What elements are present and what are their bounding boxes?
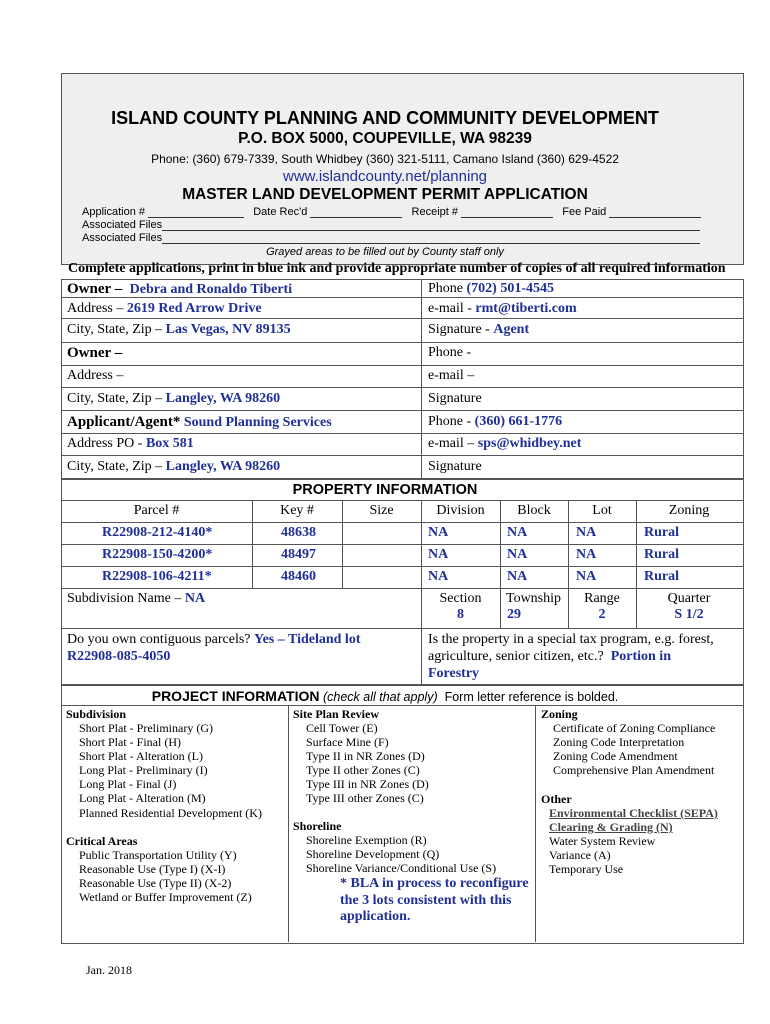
owner1-email-row: e-mail - rmt@tiberti.com — [428, 301, 577, 316]
zoning-list — [553, 721, 715, 777]
checkbox-option[interactable]: Short Plat - Final (H) — [79, 735, 181, 750]
col-division: Division — [436, 503, 485, 518]
owner1-signature-row: Signature - Agent — [428, 322, 530, 337]
checkbox-option[interactable]: Type III in NR Zones (D) — [306, 777, 429, 792]
form-title: MASTER LAND DEVELOPMENT PERMIT APPLICATION — [182, 186, 588, 203]
col-parcel: Parcel # — [133, 503, 180, 518]
owner1-email[interactable]: rmt@tiberti.com — [475, 301, 577, 316]
owner2-city[interactable]: Langley, WA 98260 — [165, 391, 281, 406]
key-number[interactable]: 48497 — [281, 547, 316, 562]
applicant-phone-row: Phone - (360) 661-1776 — [428, 414, 563, 429]
shoreline-list — [306, 833, 496, 875]
checkbox-option[interactable]: Long Plat - Preliminary (I) — [79, 763, 208, 778]
date-received-field[interactable] — [310, 217, 402, 218]
subdivision-name-row: Subdivision Name – NA — [67, 591, 206, 606]
applicant-phone[interactable]: (360) 661-1776 — [474, 414, 563, 429]
zoning-heading: Zoning — [541, 707, 578, 721]
instructions: Complete applications, print in blue ink and provide appropriate number of copies of all required information — [68, 261, 726, 276]
critical-areas-list — [79, 848, 252, 904]
checkbox-option[interactable]: Variance (A) — [549, 848, 611, 863]
owner1-phone-row: Phone (702) 501-4545 — [428, 281, 554, 296]
tax-question-line1: Is the property in a special tax program, e.g. forest, — [428, 632, 714, 647]
checkbox-option[interactable]: Wetland or Buffer Improvement (Z) — [79, 890, 252, 905]
associated-files-row-1: Associated Files — [82, 219, 700, 231]
checkbox-option[interactable]: Long Plat - Final (J) — [79, 777, 177, 792]
checkbox-option[interactable]: Type II other Zones (C) — [306, 763, 420, 778]
owner1-phone[interactable]: (702) 501-4545 — [466, 281, 554, 296]
owner1-city-row: City, State, Zip – Las Vegas, NV 89135 — [67, 322, 291, 337]
property-heading: PROPERTY INFORMATION — [292, 482, 478, 498]
col-key: Key # — [280, 503, 314, 518]
owner2-signature-label: Signature — [428, 391, 482, 406]
checkbox-option[interactable]: Zoning Code Interpretation — [553, 735, 685, 750]
contiguous-question: Do you own contiguous parcels? Yes – Tideland lot — [67, 632, 361, 647]
contiguous-parcel[interactable]: R22908-085-4050 — [67, 649, 171, 664]
lot[interactable]: NA — [576, 547, 597, 562]
section-value[interactable]: 8 — [457, 607, 464, 622]
checkbox-option[interactable]: Clearing & Grading (N) — [549, 820, 673, 835]
range-value[interactable]: 2 — [598, 607, 606, 622]
checkbox-option[interactable]: Shoreline Exemption (R) — [306, 833, 427, 847]
quarter-label: Quarter — [667, 591, 711, 606]
applicant-signature-label: Signature — [428, 459, 482, 474]
agency-title: ISLAND COUNTY PLANNING AND COMMUNITY DEVELOPMENT — [111, 108, 659, 128]
fee-paid-field[interactable] — [609, 217, 701, 218]
division[interactable]: NA — [428, 547, 449, 562]
owner1-address[interactable]: 2619 Red Arrow Drive — [126, 301, 262, 316]
associated-files-field-2[interactable] — [162, 243, 700, 244]
project-heading-row: PROJECT INFORMATION (check all that apply) Form letter reference is bolded. — [151, 688, 619, 704]
application-number-field[interactable] — [148, 217, 244, 218]
contiguous-answer[interactable]: Yes – Tideland lot — [254, 632, 361, 647]
owner1-name-row: Owner – Debra and Ronaldo Tiberti — [67, 281, 293, 297]
col-lot: Lot — [592, 503, 612, 518]
section-label: Section — [439, 591, 482, 606]
tax-answer[interactable]: Portion in — [610, 649, 671, 664]
checkbox-option[interactable]: Reasonable Use (Type II) (X-2) — [79, 876, 232, 891]
checkbox-option[interactable]: Reasonable Use (Type I) (X-I) — [79, 862, 226, 877]
checkbox-option[interactable]: Type II in NR Zones (D) — [306, 749, 425, 764]
applicant-name[interactable]: Sound Planning Services — [183, 415, 332, 430]
shoreline-heading: Shoreline — [293, 819, 342, 833]
receipt-number-field[interactable] — [461, 217, 553, 218]
checkbox-option[interactable]: Public Transportation Utility (Y) — [79, 848, 237, 862]
footer-date: Jan. 2018 — [86, 963, 132, 977]
owner2-address-label: Address – — [67, 368, 124, 383]
critical-areas-heading: Critical Areas — [66, 834, 138, 848]
quarter-value[interactable]: S 1/2 — [674, 607, 704, 622]
township-label: Township — [506, 591, 562, 606]
tax-question-line2: agriculture, senior citizen, etc.? Portion in — [428, 649, 671, 664]
zoning[interactable]: Rural — [644, 525, 679, 540]
applicant-name-row: Applicant/Agent* Sound Planning Services — [67, 414, 332, 430]
associated-files-field-1[interactable] — [162, 230, 700, 231]
tax-answer-line2[interactable]: Forestry — [428, 666, 480, 681]
division[interactable]: NA — [428, 569, 449, 584]
owner2-phone-label: Phone - — [428, 345, 472, 360]
other-list — [549, 806, 718, 876]
lot[interactable]: NA — [576, 525, 597, 540]
block[interactable]: NA — [507, 547, 528, 562]
township-value[interactable]: 29 — [507, 607, 521, 622]
range-label: Range — [584, 591, 620, 606]
owner1-name[interactable]: Debra and Ronaldo Tiberti — [129, 282, 293, 297]
checkbox-option[interactable]: Surface Mine (F) — [306, 735, 389, 750]
associated-files-row-2: Associated Files — [82, 232, 700, 244]
subdivision-list — [79, 721, 262, 820]
staff-fields-row: Application # Date Rec'd Receipt # Fee Paid — [82, 206, 701, 218]
applicant-city-row: City, State, Zip – Langley, WA 98260 — [67, 459, 281, 474]
block[interactable]: NA — [507, 569, 528, 584]
division[interactable]: NA — [428, 525, 449, 540]
key-number[interactable]: 48638 — [281, 525, 316, 540]
owner1-city[interactable]: Las Vegas, NV 89135 — [165, 322, 291, 337]
agency-phones: Phone: (360) 679-7339, South Whidbey (360) 321-5111, Camano Island (360) 629-4522 — [151, 152, 619, 166]
agency-address: P.O. BOX 5000, COUPEVILLE, WA 98239 — [238, 130, 532, 147]
key-number[interactable]: 48460 — [281, 569, 316, 584]
col-block: Block — [517, 503, 551, 518]
bla-note: * BLA in process to reconfigure the 3 lots consistent with this application. — [340, 876, 529, 924]
applicant-address[interactable]: Box 581 — [145, 436, 194, 451]
checkbox-option[interactable]: Cell Tower (E) — [306, 721, 378, 735]
zoning[interactable]: Rural — [644, 569, 679, 584]
checkbox-option[interactable]: Long Plat - Alteration (M) — [79, 791, 206, 806]
checkbox-option[interactable]: Comprehensive Plan Amendment — [553, 763, 715, 778]
zoning[interactable]: Rural — [644, 547, 679, 562]
applicant-city[interactable]: Langley, WA 98260 — [165, 459, 281, 474]
checkbox-option[interactable]: Type III other Zones (C) — [306, 791, 424, 806]
applicant-address-row: Address PO - Box 581 — [67, 436, 194, 451]
grayed-note: Grayed areas to be filled out by County staff only — [266, 246, 504, 258]
checkbox-option[interactable]: Temporary Use — [549, 862, 624, 877]
owner1-signature[interactable]: Agent — [493, 322, 530, 337]
checkbox-option[interactable]: Certificate of Zoning Compliance — [553, 721, 716, 735]
parcel-number[interactable]: R22908-106-4211* — [102, 569, 212, 584]
col-size: Size — [369, 503, 394, 518]
lot[interactable]: NA — [576, 569, 597, 584]
checkbox-option[interactable]: Planned Residential Development (K) — [79, 805, 262, 820]
block[interactable]: NA — [507, 525, 528, 540]
subdivision-heading: Subdivision — [66, 707, 127, 721]
applicant-email[interactable]: sps@whidbey.net — [477, 436, 582, 451]
parcel-number[interactable]: R22908-150-4200* — [102, 547, 213, 562]
parcel-number[interactable]: R22908-212-4140* — [102, 525, 213, 540]
checkbox-option[interactable]: Short Plat - Alteration (L) — [79, 749, 203, 764]
checkbox-option[interactable]: Shoreline Development (Q) — [306, 847, 440, 862]
owner1-address-row: Address – 2619 Red Arrow Drive — [67, 301, 262, 316]
agency-website[interactable]: www.islandcounty.net/planning — [282, 168, 488, 185]
owner2-city-row: City, State, Zip – Langley, WA 98260 — [67, 391, 281, 406]
owner2-label: Owner – — [67, 345, 123, 361]
checkbox-option[interactable]: Environmental Checklist (SEPA) — [549, 806, 718, 820]
col-zoning: Zoning — [668, 503, 710, 518]
checkbox-option[interactable]: Short Plat - Preliminary (G) — [79, 721, 213, 735]
other-heading: Other — [541, 792, 572, 806]
owner2-email-label: e-mail – — [428, 368, 475, 383]
checkbox-option[interactable]: Water System Review — [549, 834, 656, 849]
subdivision-name[interactable]: NA — [184, 591, 206, 606]
site-plan-list — [306, 721, 429, 806]
checkbox-option[interactable]: Zoning Code Amendment — [553, 749, 678, 764]
site-plan-heading: Site Plan Review — [293, 707, 379, 721]
checkbox-option[interactable]: Shoreline Variance/Conditional Use (S) — [306, 861, 497, 876]
applicant-email-row: e-mail – sps@whidbey.net — [428, 436, 582, 451]
